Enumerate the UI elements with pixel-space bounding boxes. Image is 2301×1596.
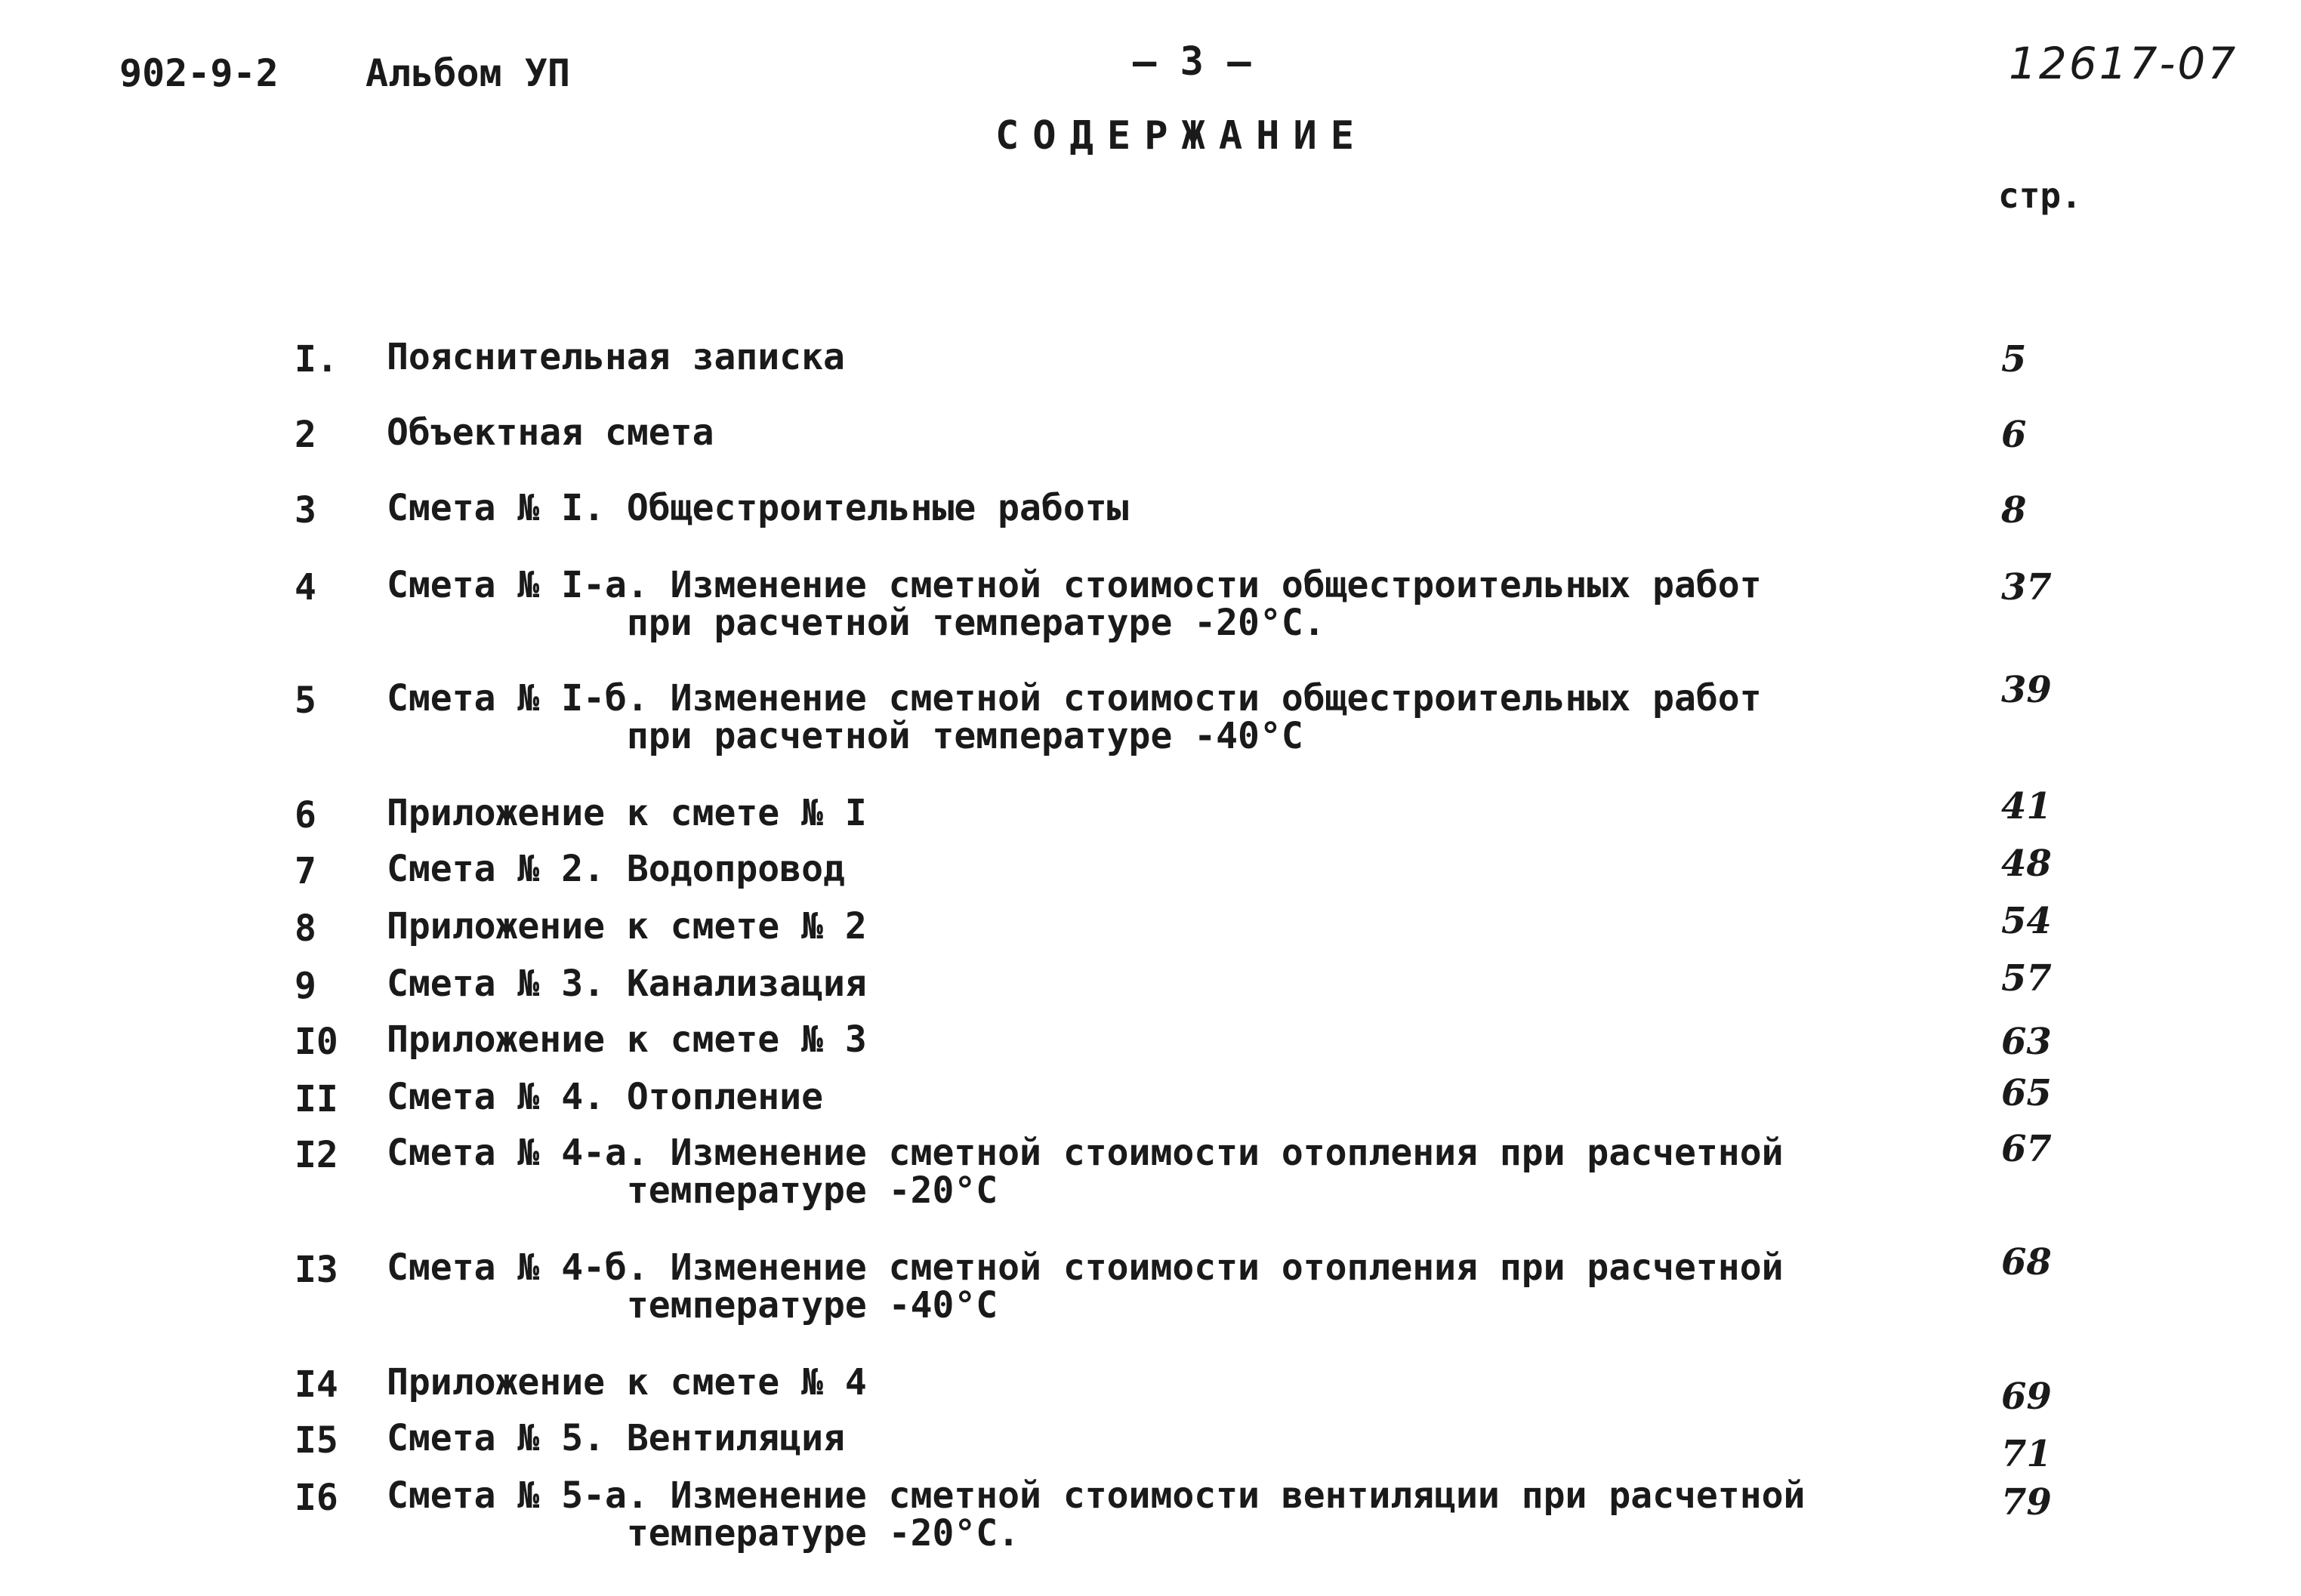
page-title: СОДЕРЖАНИЕ (995, 113, 1368, 159)
toc-entry-number: 8 (295, 907, 316, 950)
toc-entry-title: Смета № 5-а. Изменение сметной стоимости вентиляции при расчетной температуре -20°С. (387, 1474, 1806, 1554)
toc-entry-page: 41 (2001, 785, 2052, 827)
toc-entry-page: 69 (2001, 1376, 2052, 1418)
toc-entry-number: 4 (295, 566, 316, 609)
toc-entry-page: 67 (2001, 1128, 2052, 1170)
page-number: — 3 — (1133, 39, 1251, 85)
toc-entry-title: Приложение к смете № 2 (387, 905, 867, 947)
toc-entry-number: 6 (295, 794, 316, 837)
toc-entry-title: Смета № I-а. Изменение сметной стоимости общестроительных работ при расчетной температуре -20°С. (387, 564, 1762, 644)
toc-entry-page: 8 (2001, 489, 2027, 531)
toc-entry-page: 65 (2001, 1072, 2052, 1114)
toc-entry-page: 57 (2001, 957, 2052, 1000)
toc-entry-number: 3 (295, 489, 316, 531)
toc-entry-title: Смета № 2. Водопровод (387, 848, 845, 890)
toc-entry-title: Приложение к смете № 4 (387, 1361, 867, 1403)
project-code: 902-9-2 (119, 51, 279, 95)
toc-entry-number: I2 (295, 1134, 338, 1176)
toc-entry-title: Пояснительная записка (387, 336, 845, 378)
toc-entry-page: 68 (2001, 1241, 2052, 1283)
toc-entry-page: 54 (2001, 900, 2052, 942)
toc-entry-page: 39 (2001, 669, 2052, 711)
toc-entry-number: I0 (295, 1021, 338, 1063)
toc-entry-number: 7 (295, 850, 316, 892)
toc-entry-number: I3 (295, 1249, 338, 1291)
document-number: 12617-07 (2009, 38, 2238, 89)
toc-entry-number: 9 (295, 965, 316, 1007)
toc-entry-number: II (295, 1078, 338, 1120)
toc-entry-number: I4 (295, 1363, 338, 1406)
toc-entry-number: 5 (295, 679, 316, 722)
toc-entry-title: Смета № 4-б. Изменение сметной стоимости отопления при расчетной температуре -40°С (387, 1246, 1784, 1326)
toc-entry-title: Смета № 5. Вентиляция (387, 1417, 845, 1459)
toc-entry-title: Смета № 4. Отопление (387, 1076, 823, 1118)
toc-entry-number: I. (295, 338, 338, 381)
toc-entry-title: Смета № 3. Канализация (387, 963, 867, 1005)
toc-entry-title: Приложение к смете № I (387, 792, 867, 834)
toc-entry-title: Приложение к смете № 3 (387, 1018, 867, 1061)
album-label: Альбом УП (366, 51, 570, 95)
toc-entry-page: 79 (2001, 1481, 2052, 1524)
page-column-label: стр. (1998, 175, 2082, 216)
toc-entry-page: 5 (2001, 338, 2027, 381)
toc-entry-title: Смета № I-б. Изменение сметной стоимости общестроительных работ при расчетной температуре -40°С (387, 677, 1762, 757)
toc-entry-title: Объектная смета (387, 411, 714, 454)
toc-entry-title: Смета № I. Общестроительные работы (387, 487, 1129, 529)
toc-entry-page: 48 (2001, 843, 2052, 885)
toc-entry-page: 37 (2001, 566, 2052, 609)
toc-entry-number: I5 (295, 1419, 338, 1462)
toc-entry-page: 6 (2001, 414, 2027, 456)
toc-entry-number: 2 (295, 414, 316, 456)
toc-entry-number: I6 (295, 1477, 338, 1519)
toc-entry-page: 71 (2001, 1433, 2052, 1475)
toc-entry-title: Смета № 4-а. Изменение сметной стоимости отопления при расчетной температуре -20°С (387, 1132, 1784, 1212)
toc-entry-page: 63 (2001, 1021, 2052, 1063)
